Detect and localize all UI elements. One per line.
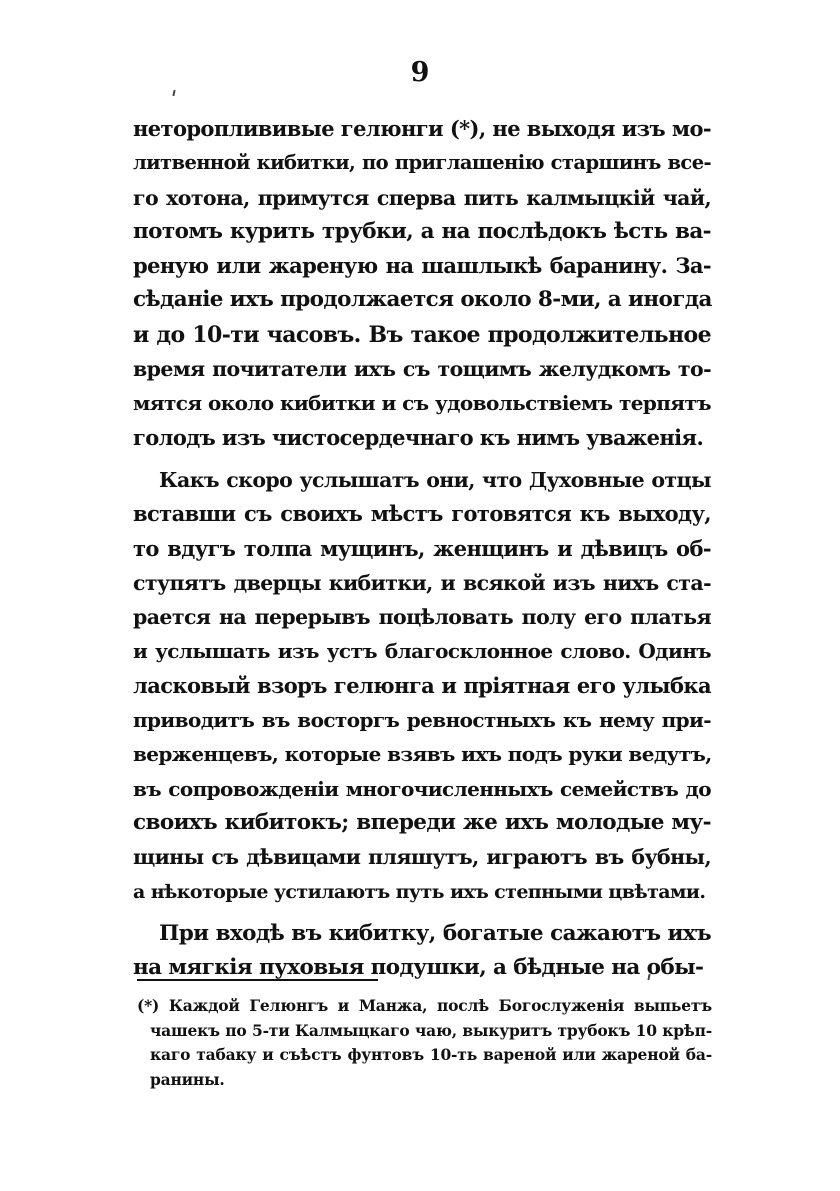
text-line: въ сопровожденіи многочисленныхъ семействъ до	[133, 776, 711, 801]
page-number: 9	[410, 57, 430, 88]
text-line: рается на перерывъ поцѣловать полу его платья	[133, 605, 711, 630]
text-line: При входѣ въ кибитку, богатые сажаютъ ихъ	[159, 920, 711, 946]
text-line: верженцевъ, которые взявъ ихъ подъ руки ведутъ,	[133, 742, 712, 767]
text-line: время почитатели ихъ съ тощимъ желудкомъ то-	[133, 357, 711, 382]
text-line: сѣданіе ихъ продолжается около 8-ми, а иногда	[133, 287, 712, 313]
footnote-line: (*) Каждой Гелюнгъ и Манжа, послѣ Богослуженія выпьетъ	[137, 996, 712, 1015]
text-line: мятся около кибитки и съ удовольствіемъ терпятъ	[133, 391, 711, 416]
paragraph-gap	[133, 455, 711, 463]
text-line: ступятъ дверцы кибитки, и всякой изъ нихъ ста-	[133, 570, 711, 595]
text-line: своихъ кибитокъ; впереди же ихъ молодые му-	[133, 809, 711, 835]
footnote	[137, 994, 712, 1092]
footnote-rule	[137, 979, 378, 981]
text-line: и услышать изъ устъ благосклонное слово. Одинъ	[133, 639, 711, 664]
footnote-line: каго табаку и съѣстъ фунтовъ 10-ть вареной или жареной ба-	[150, 1045, 712, 1064]
text-line: щины съ дѣвицами пляшутъ, играютъ въ бубны,	[133, 845, 711, 870]
paragraph-gap	[133, 909, 711, 917]
text-line: ласковый взоръ гелюнга и пріятная его улыбка	[133, 672, 711, 698]
text-line: вставши съ своихъ мѣстъ готовятся къ выходу,	[133, 501, 711, 527]
text-line: голодъ изъ чистосердечнаго къ нимъ уваженія.	[133, 424, 704, 450]
footnote-line: чашекъ по 5-ти Калмыцкаго чаю, выкуритъ трубокъ 10 крѣп-	[150, 1020, 712, 1040]
text-line: нетороплививые гелюнги (*), не выходя изъ мо-	[133, 116, 711, 141]
text-line: го хотона, примутся сперва пить калмыцкій чай,	[133, 185, 711, 210]
text-line: а нѣкоторые устилаютъ путь ихъ степными цвѣтами.	[133, 880, 706, 903]
text-line: на мягкія пуховыя подушки, а бѣдные на обы-	[133, 955, 704, 981]
text-line: Какъ скоро услышатъ они, что Духовные отцы	[159, 467, 711, 492]
main-text	[133, 112, 711, 985]
text-line: приводитъ въ восторгъ ревностныхъ къ нему при-	[133, 708, 711, 733]
ink-speck	[172, 90, 175, 96]
text-line: и до 10-ти часовъ. Въ такое продолжительное	[133, 321, 711, 348]
text-line: то вдугъ толпа мущинъ, женщинъ и дѣвицъ об-	[133, 535, 711, 561]
text-line: реную или жареную на шашлыкѣ баранину. За-	[133, 253, 711, 279]
text-line: потомъ курить трубки, а на послѣдокъ ѣсть ва-	[133, 218, 711, 244]
text-line: литвенной кибитки, по приглашенію старшинъ все-	[133, 151, 711, 175]
footnote-line: ранины.	[150, 1069, 225, 1089]
